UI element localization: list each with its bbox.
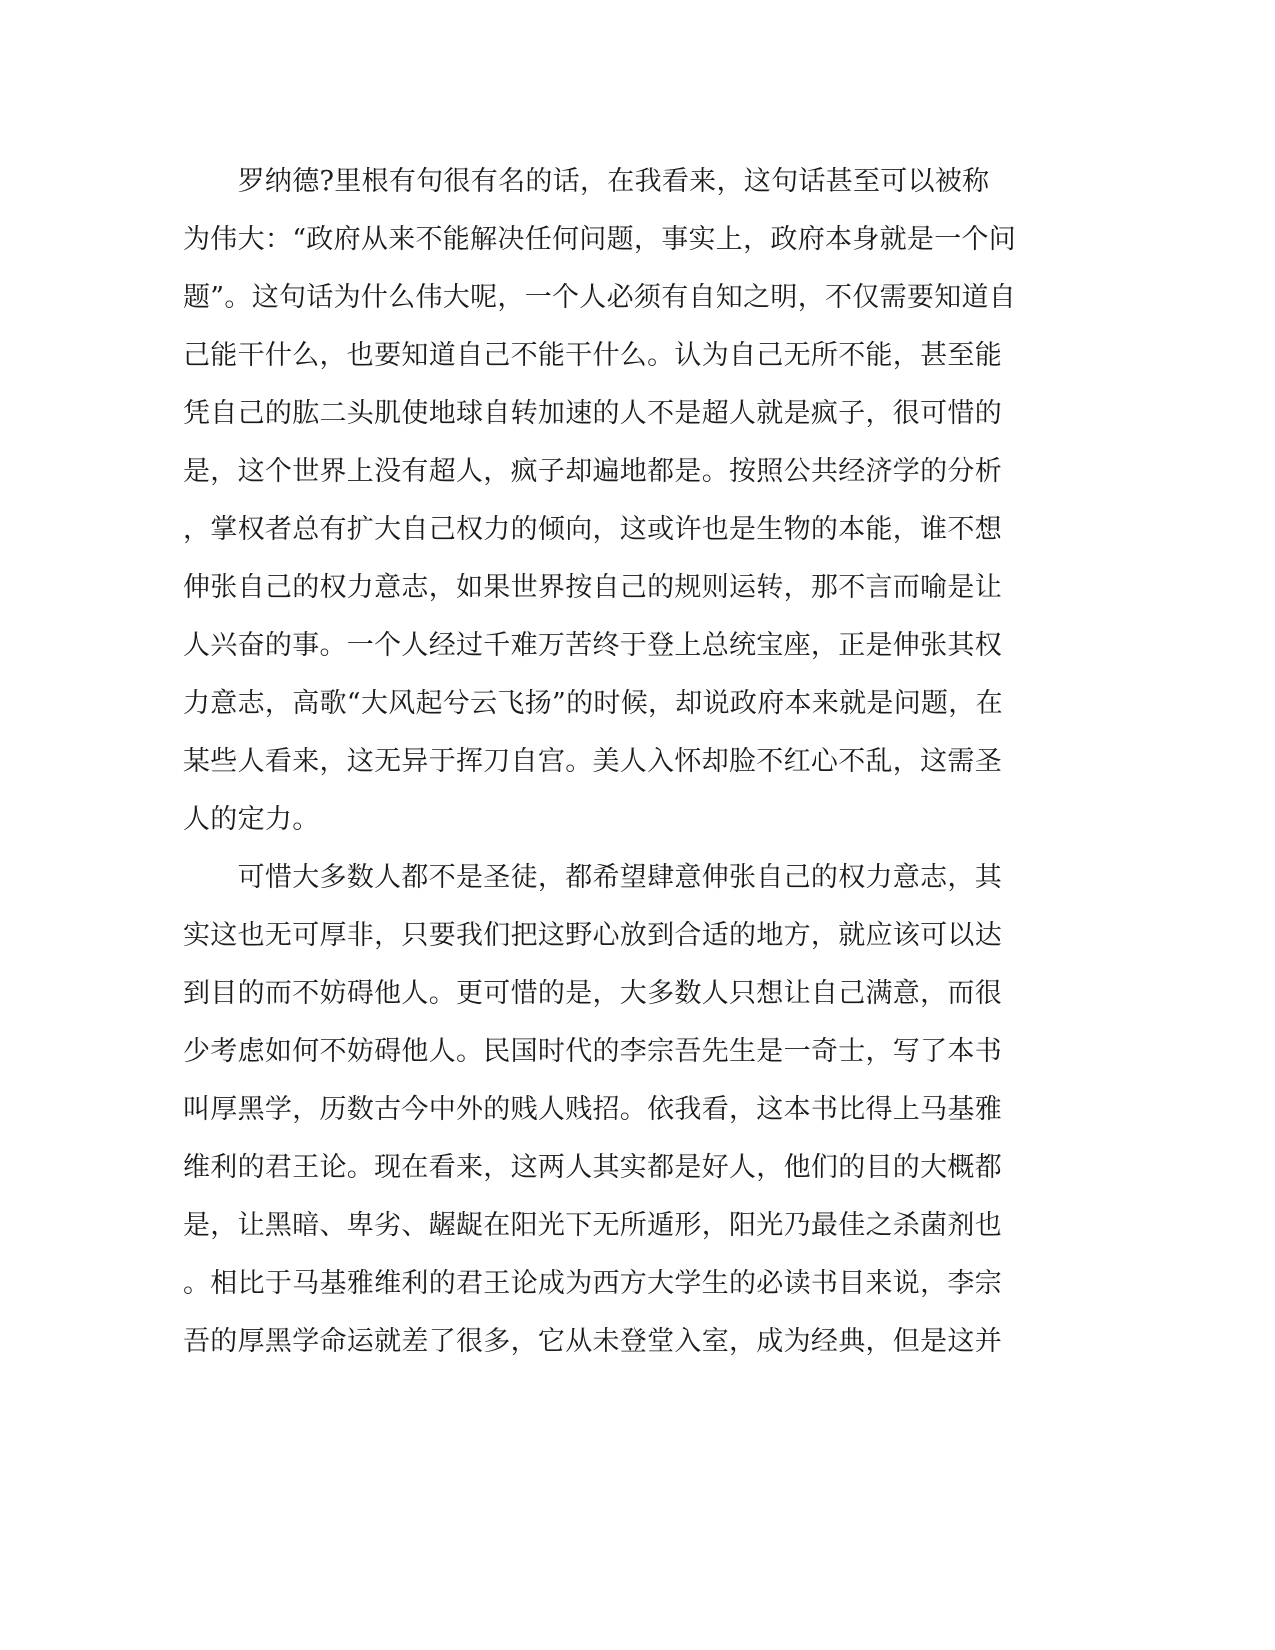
text-line: 到目的而不妨碍他人。更可惜的是，大多数人只想让自己满意，而很 — [183, 978, 1002, 1009]
paragraph-1 — [183, 161, 1028, 857]
text-line: 可惜大多数人都不是圣徒，都希望肆意伸张自己的权力意志，其 — [183, 862, 1002, 893]
text-line: 己能干什么，也要知道自己不能干什么。认为自己无所不能，甚至能 — [183, 340, 1002, 371]
text-line: ，掌权者总有扩大自己权力的倾向，这或许也是生物的本能，谁不想 — [183, 514, 1002, 545]
text-line: 少考虑如何不妨碍他人。民国时代的李宗吾先生是一奇士，写了本书 — [183, 1036, 1002, 1067]
text-line: 伸张自己的权力意志，如果世界按自己的规则运转，那不言而喻是让 — [183, 572, 1002, 603]
text-line: 力意志，高歌“大风起兮云飞扬”的时候，却说政府本来就是问题，在 — [183, 688, 1003, 719]
text-line: 某些人看来，这无异于挥刀自宫。美人入怀却脸不红心不乱，这需圣 — [183, 746, 1002, 777]
text-line: 题”。这句话为什么伟大呢，一个人必须有自知之明，不仅需要知道自 — [183, 282, 1017, 313]
text-line: 是，让黑暗、卑劣、龌龊在阳光下无所遁形，阳光乃最佳之杀菌剂也 — [183, 1210, 1002, 1241]
text-line: 叫厚黑学，历数古今中外的贱人贱招。依我看，这本书比得上马基雅 — [183, 1094, 1002, 1125]
text-line: 凭自己的肱二头肌使地球自转加速的人不是超人就是疯子，很可惜的 — [183, 398, 1002, 429]
text-line: 维利的君王论。现在看来，这两人其实都是好人，他们的目的大概都 — [183, 1152, 1002, 1183]
paragraph-2 — [183, 857, 1028, 1379]
text-line: 为伟大：“政府从来不能解决任何问题，事实上，政府本身就是一个问 — [183, 224, 1017, 255]
body-text — [183, 161, 1028, 1379]
text-line: 。相比于马基雅维利的君王论成为西方大学生的必读书目来说，李宗 — [183, 1268, 1002, 1299]
text-line: 罗纳德?里根有句很有名的话，在我看来，这句话甚至可以被称 — [183, 166, 990, 197]
text-line: 吾的厚黑学命运就差了很多，它从未登堂入室，成为经典，但是这并 — [183, 1326, 1002, 1357]
text-line: 人的定力。 — [183, 804, 320, 835]
text-line: 是，这个世界上没有超人，疯子却遍地都是。按照公共经济学的分析 — [183, 456, 1002, 487]
text-line: 人兴奋的事。一个人经过千难万苦终于登上总统宝座，正是伸张其权 — [183, 630, 1002, 661]
text-line: 实这也无可厚非，只要我们把这野心放到合适的地方，就应该可以达 — [183, 920, 1002, 951]
